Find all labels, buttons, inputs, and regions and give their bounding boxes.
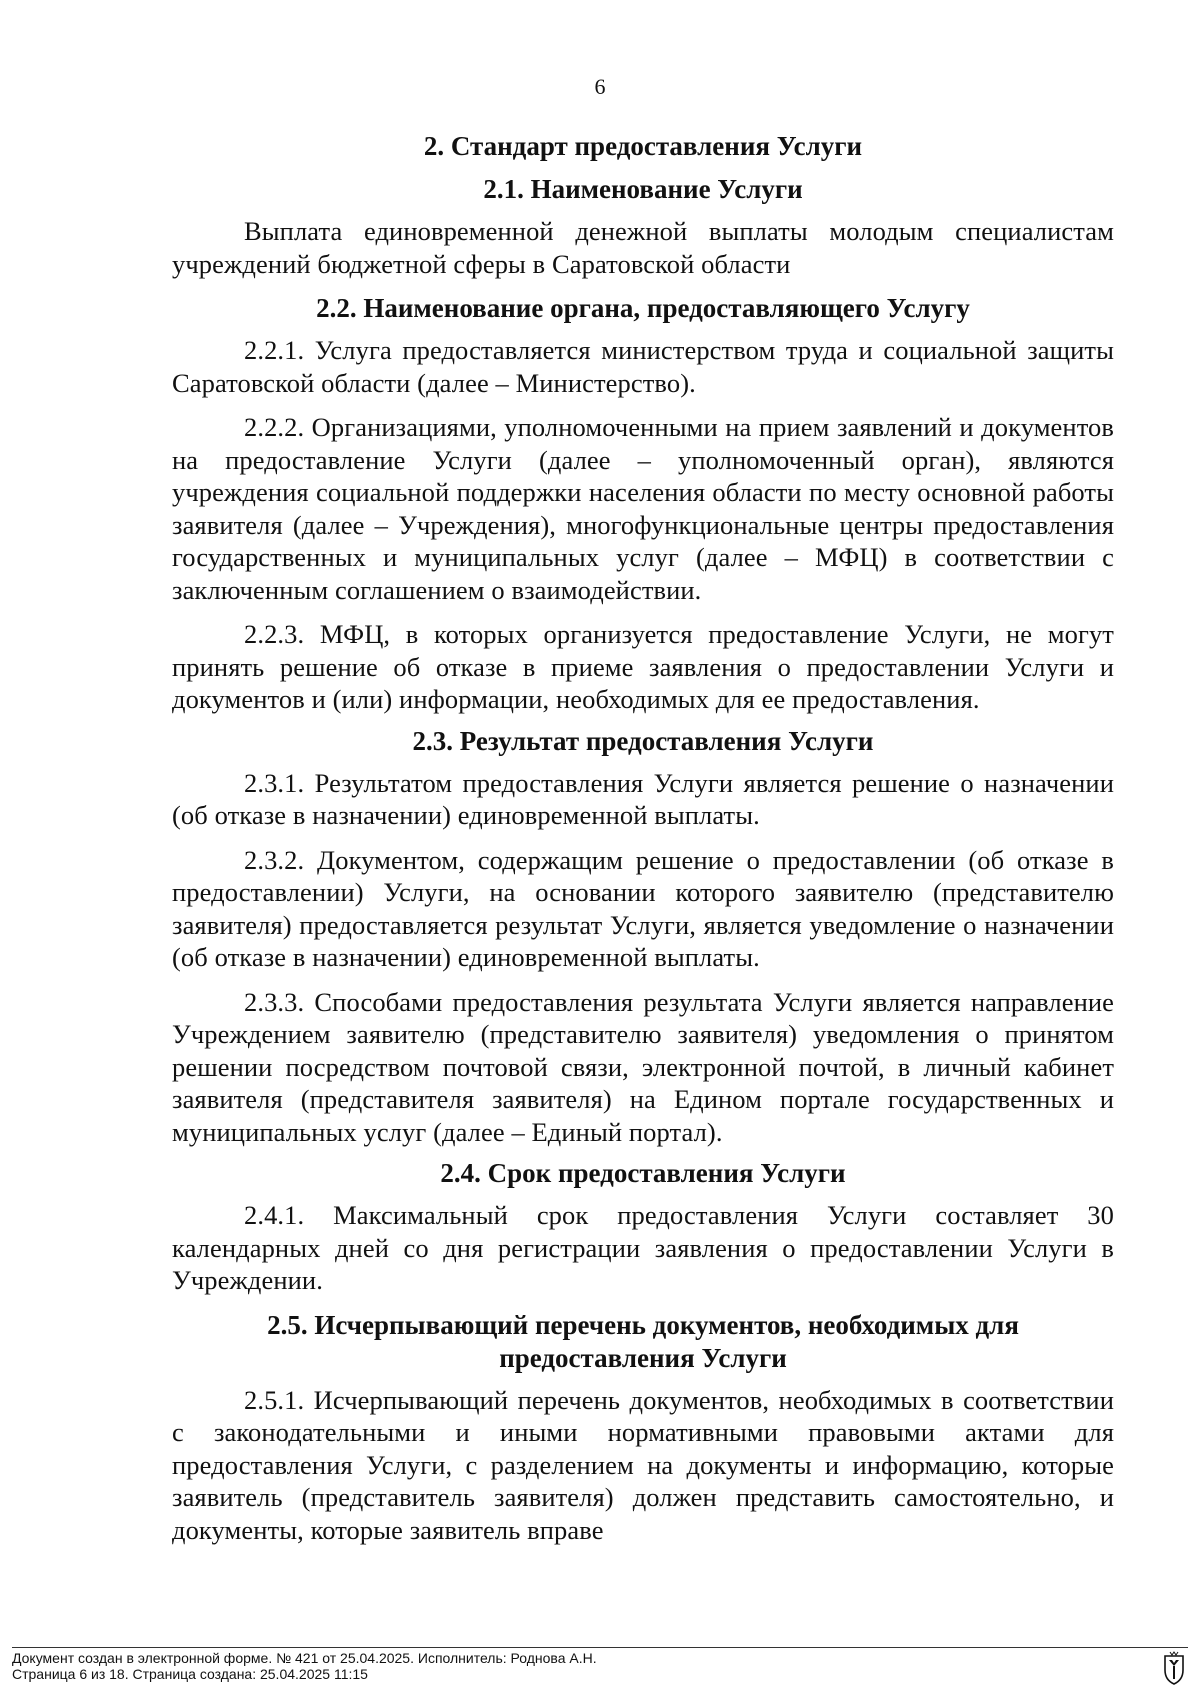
section-heading-2-5-line2: предоставления Услуги [499,1342,787,1373]
paragraph-2-3-2: 2.3.2. Документом, содержащим решение о предоставлении (об отказе в предоставлении) Услуги, на основании которого заявителю (представителю заявителя) предоставляется результат Услуги, является уведомление о назначении (об отказе в назначении) единовременной выплаты. [172,844,1114,972]
paragraph-2-3-1: 2.3.1. Результатом предоставления Услуги является решение о назначении (об отказе в назначении) единовременной выплаты. [172,767,1114,830]
footer-line-1: Документ создан в электронной форме. № 421 от 25.04.2025. Исполнитель: Роднова А.Н. [12,1650,597,1666]
paragraph-2-2-2: 2.2.2. Организациями, уполномоченными на прием заявлений и документов на предоставление Услуги (далее – уполномоченный орган), являются учреждения социальной поддержки населения области по месту основной работы заявителя (далее – Учреждения), многофункциональные центры предоставления государственных и муниципальных услуг (далее – МФЦ) в соответствии с заключенным соглашением о взаимодействии. [172,412,1114,605]
page-number: 6 [594,74,606,99]
section-heading-2-5-line1: 2.5. Исчерпывающий перечень документов, необходимых для [267,1309,1019,1340]
section-heading-2-4: 2.4. Срок предоставления Услуги [440,1158,846,1188]
section-heading-2: 2. Стандарт предоставления Услуги [423,131,863,161]
document-footer [12,1647,1188,1682]
paragraph-2-3-3: 2.3.3. Способами предоставления результата Услуги является направление Учреждением заявителю (представителю заявителя) уведомления о принятом решении посредством почтовой связи, электронной почтой, в личный кабинет заявителя (представителя заявителя) на Едином портале государственных и муниципальных услуг (далее – Единый портал). [172,986,1114,1147]
paragraph-2-2-3: 2.2.3. МФЦ, в которых организуется предоставление Услуги, не могут принять решение об отказе в приеме заявления о предоставлении Услуги и документов и (или) информации, необходимых для ее предоставления. [172,619,1114,714]
section-heading-2-3: 2.3. Результат предоставления Услуги [412,725,874,756]
section-heading-2-2: 2.2. Наименование органа, предоставляющего Услугу [316,293,970,323]
footer-line-2: Страница 6 из 18. Страница создана: 25.04.2025 11:15 [12,1666,368,1682]
saratov-region-emblem-icon [1162,1650,1186,1686]
section-heading-2-1: 2.1. Наименование Услуги [483,174,803,204]
paragraph-2-5-1: 2.5.1. Исчерпывающий перечень документов, необходимых в соответствии с законодательными и иными нормативными правовыми актами для предоставления Услуги, с разделением на документы и информацию, которые заявитель (представитель заявителя) должен представить самостоятельно, и документы, которые заявитель вправе [172,1384,1114,1545]
document-body [172,130,1114,1558]
paragraph-2-1: Выплата единовременной денежной выплаты молодым специалистам учреждений бюджетной сферы в Саратовской области [172,216,1114,279]
paragraph-2-2-1: 2.2.1. Услуга предоставляется министерством труда и социальной защиты Саратовской области (далее – Министерство). [172,335,1114,398]
paragraph-2-4-1: 2.4.1. Максимальный срок предоставления Услуги составляет 30 календарных дней со дня регистрации заявления о предоставлении Услуги в Учреждении. [172,1200,1114,1295]
